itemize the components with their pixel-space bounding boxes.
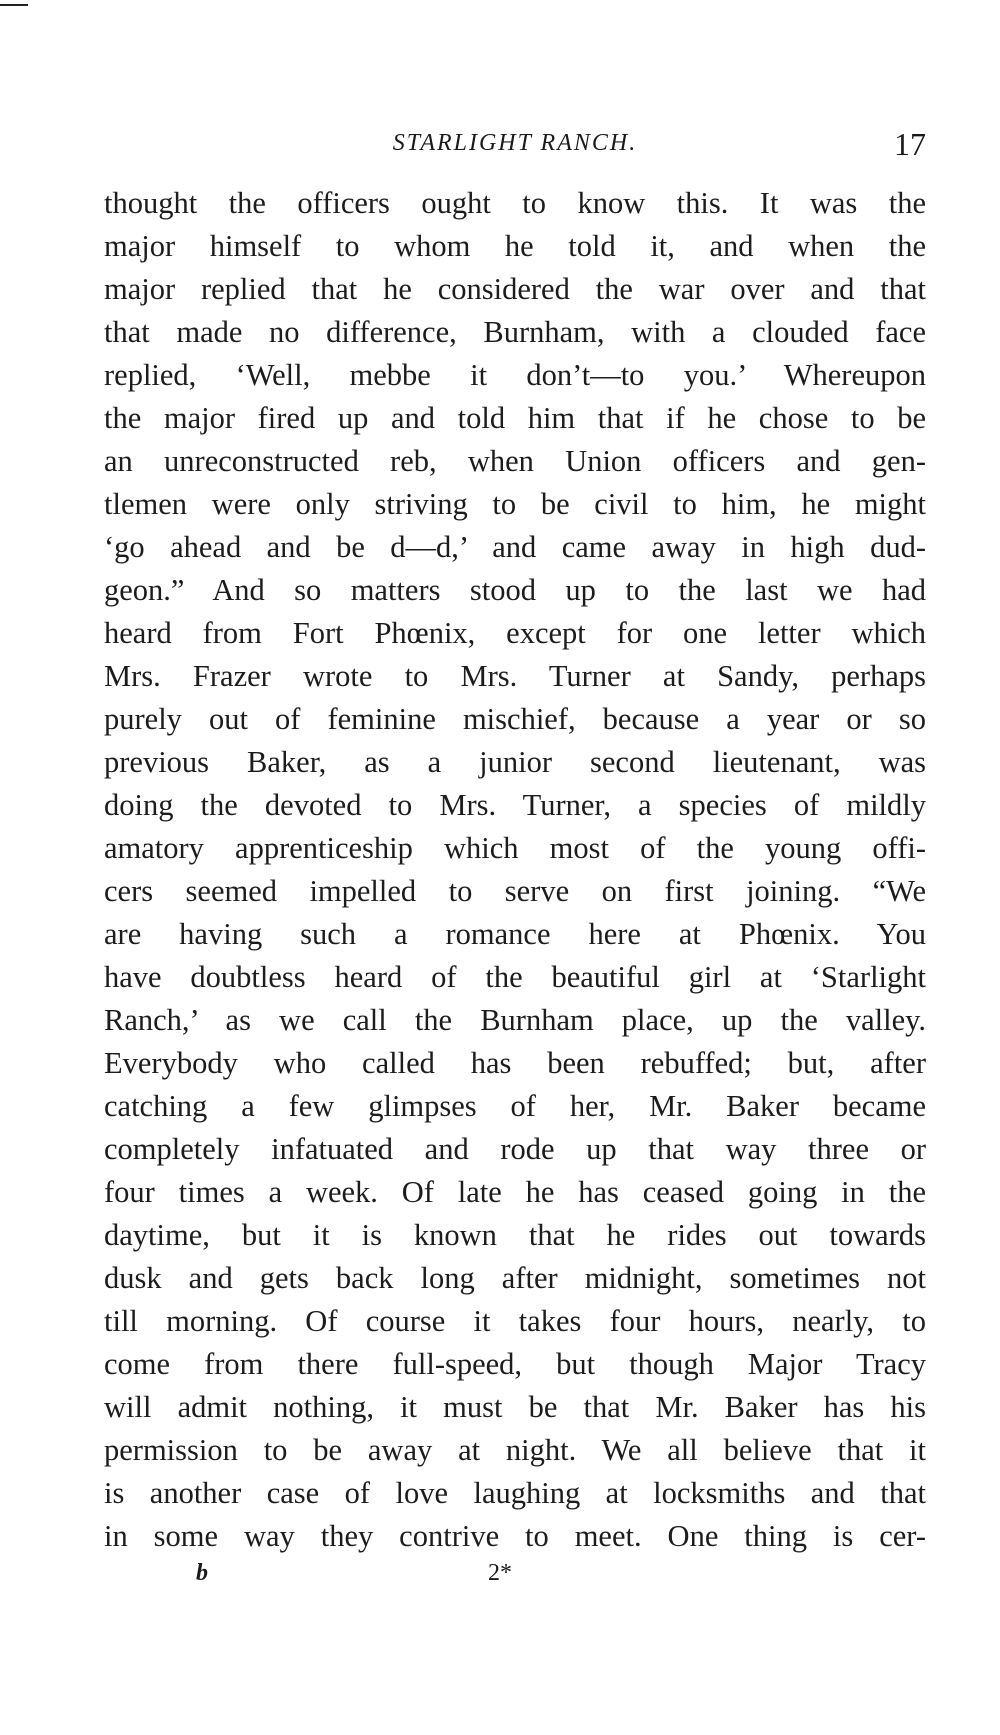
- text-line: dusk and gets back long after midnight, sometimes not: [104, 1261, 926, 1295]
- text-line: previous Baker, as a junior second lieutenant, was: [104, 745, 926, 779]
- text-line: ‘go ahead and be d—d,’ and came away in high dud-: [104, 530, 926, 564]
- body-text: [104, 182, 926, 1558]
- page-header: [104, 128, 926, 168]
- text-line: geon.” And so matters stood up to the last we had: [104, 573, 926, 607]
- text-line: replied, ‘Well, mebbe it don’t—to you.’ Whereupon: [104, 358, 926, 392]
- text-line: till morning. Of course it takes four hours, nearly, to: [104, 1304, 926, 1338]
- text-line: heard from Fort Phœnix, except for one letter which: [104, 616, 926, 650]
- text-line: will admit nothing, it must be that Mr. Baker has his: [104, 1390, 926, 1424]
- text-line: four times a week. Of late he has ceased going in the: [104, 1175, 926, 1209]
- text-line: is another case of love laughing at locksmiths and that: [104, 1476, 926, 1510]
- text-line: the major fired up and told him that if he chose to be: [104, 401, 926, 435]
- scan-edge-mark: [0, 4, 28, 6]
- text-line: major replied that he considered the war over and that: [104, 272, 926, 306]
- page-number: 17: [894, 126, 926, 162]
- text-line: tlemen were only striving to be civil to him, he might: [104, 487, 926, 521]
- text-line: completely infatuated and rode up that way three or: [104, 1132, 926, 1166]
- text-line: an unreconstructed reb, when Union officers and gen-: [104, 444, 926, 478]
- text-line: come from there full-speed, but though Major Tracy: [104, 1347, 926, 1381]
- text-line: thought the officers ought to know this. It was the: [104, 186, 926, 220]
- text-line: have doubtless heard of the beautiful girl at ‘Starlight: [104, 960, 926, 994]
- text-line: cers seemed impelled to serve on first joining. “We: [104, 874, 926, 908]
- text-line: daytime, but it is known that he rides out towards: [104, 1218, 926, 1252]
- sheet-mark: 2*: [488, 1560, 512, 1586]
- text-line: major himself to whom he told it, and when the: [104, 229, 926, 263]
- text-line: in some way they contrive to meet. One thing is cer-: [104, 1519, 926, 1553]
- page-footer: [104, 1560, 926, 1590]
- text-line: purely out of feminine mischief, because a year or so: [104, 702, 926, 736]
- text-line: Everybody who called has been rebuffed; but, after: [104, 1046, 926, 1080]
- text-line: are having such a romance here at Phœnix. You: [104, 917, 926, 951]
- text-line: amatory apprenticeship which most of the young offi-: [104, 831, 926, 865]
- signature-mark: b: [196, 1560, 208, 1586]
- text-line: Ranch,’ as we call the Burnham place, up the valley.: [104, 1003, 926, 1037]
- text-line: Mrs. Frazer wrote to Mrs. Turner at Sandy, perhaps: [104, 659, 926, 693]
- running-title: STARLIGHT RANCH.: [392, 130, 638, 156]
- text-line: that made no difference, Burnham, with a clouded face: [104, 315, 926, 349]
- text-line: catching a few glimpses of her, Mr. Baker became: [104, 1089, 926, 1123]
- text-line: doing the devoted to Mrs. Turner, a species of mildly: [104, 788, 926, 822]
- text-line: permission to be away at night. We all believe that it: [104, 1433, 926, 1467]
